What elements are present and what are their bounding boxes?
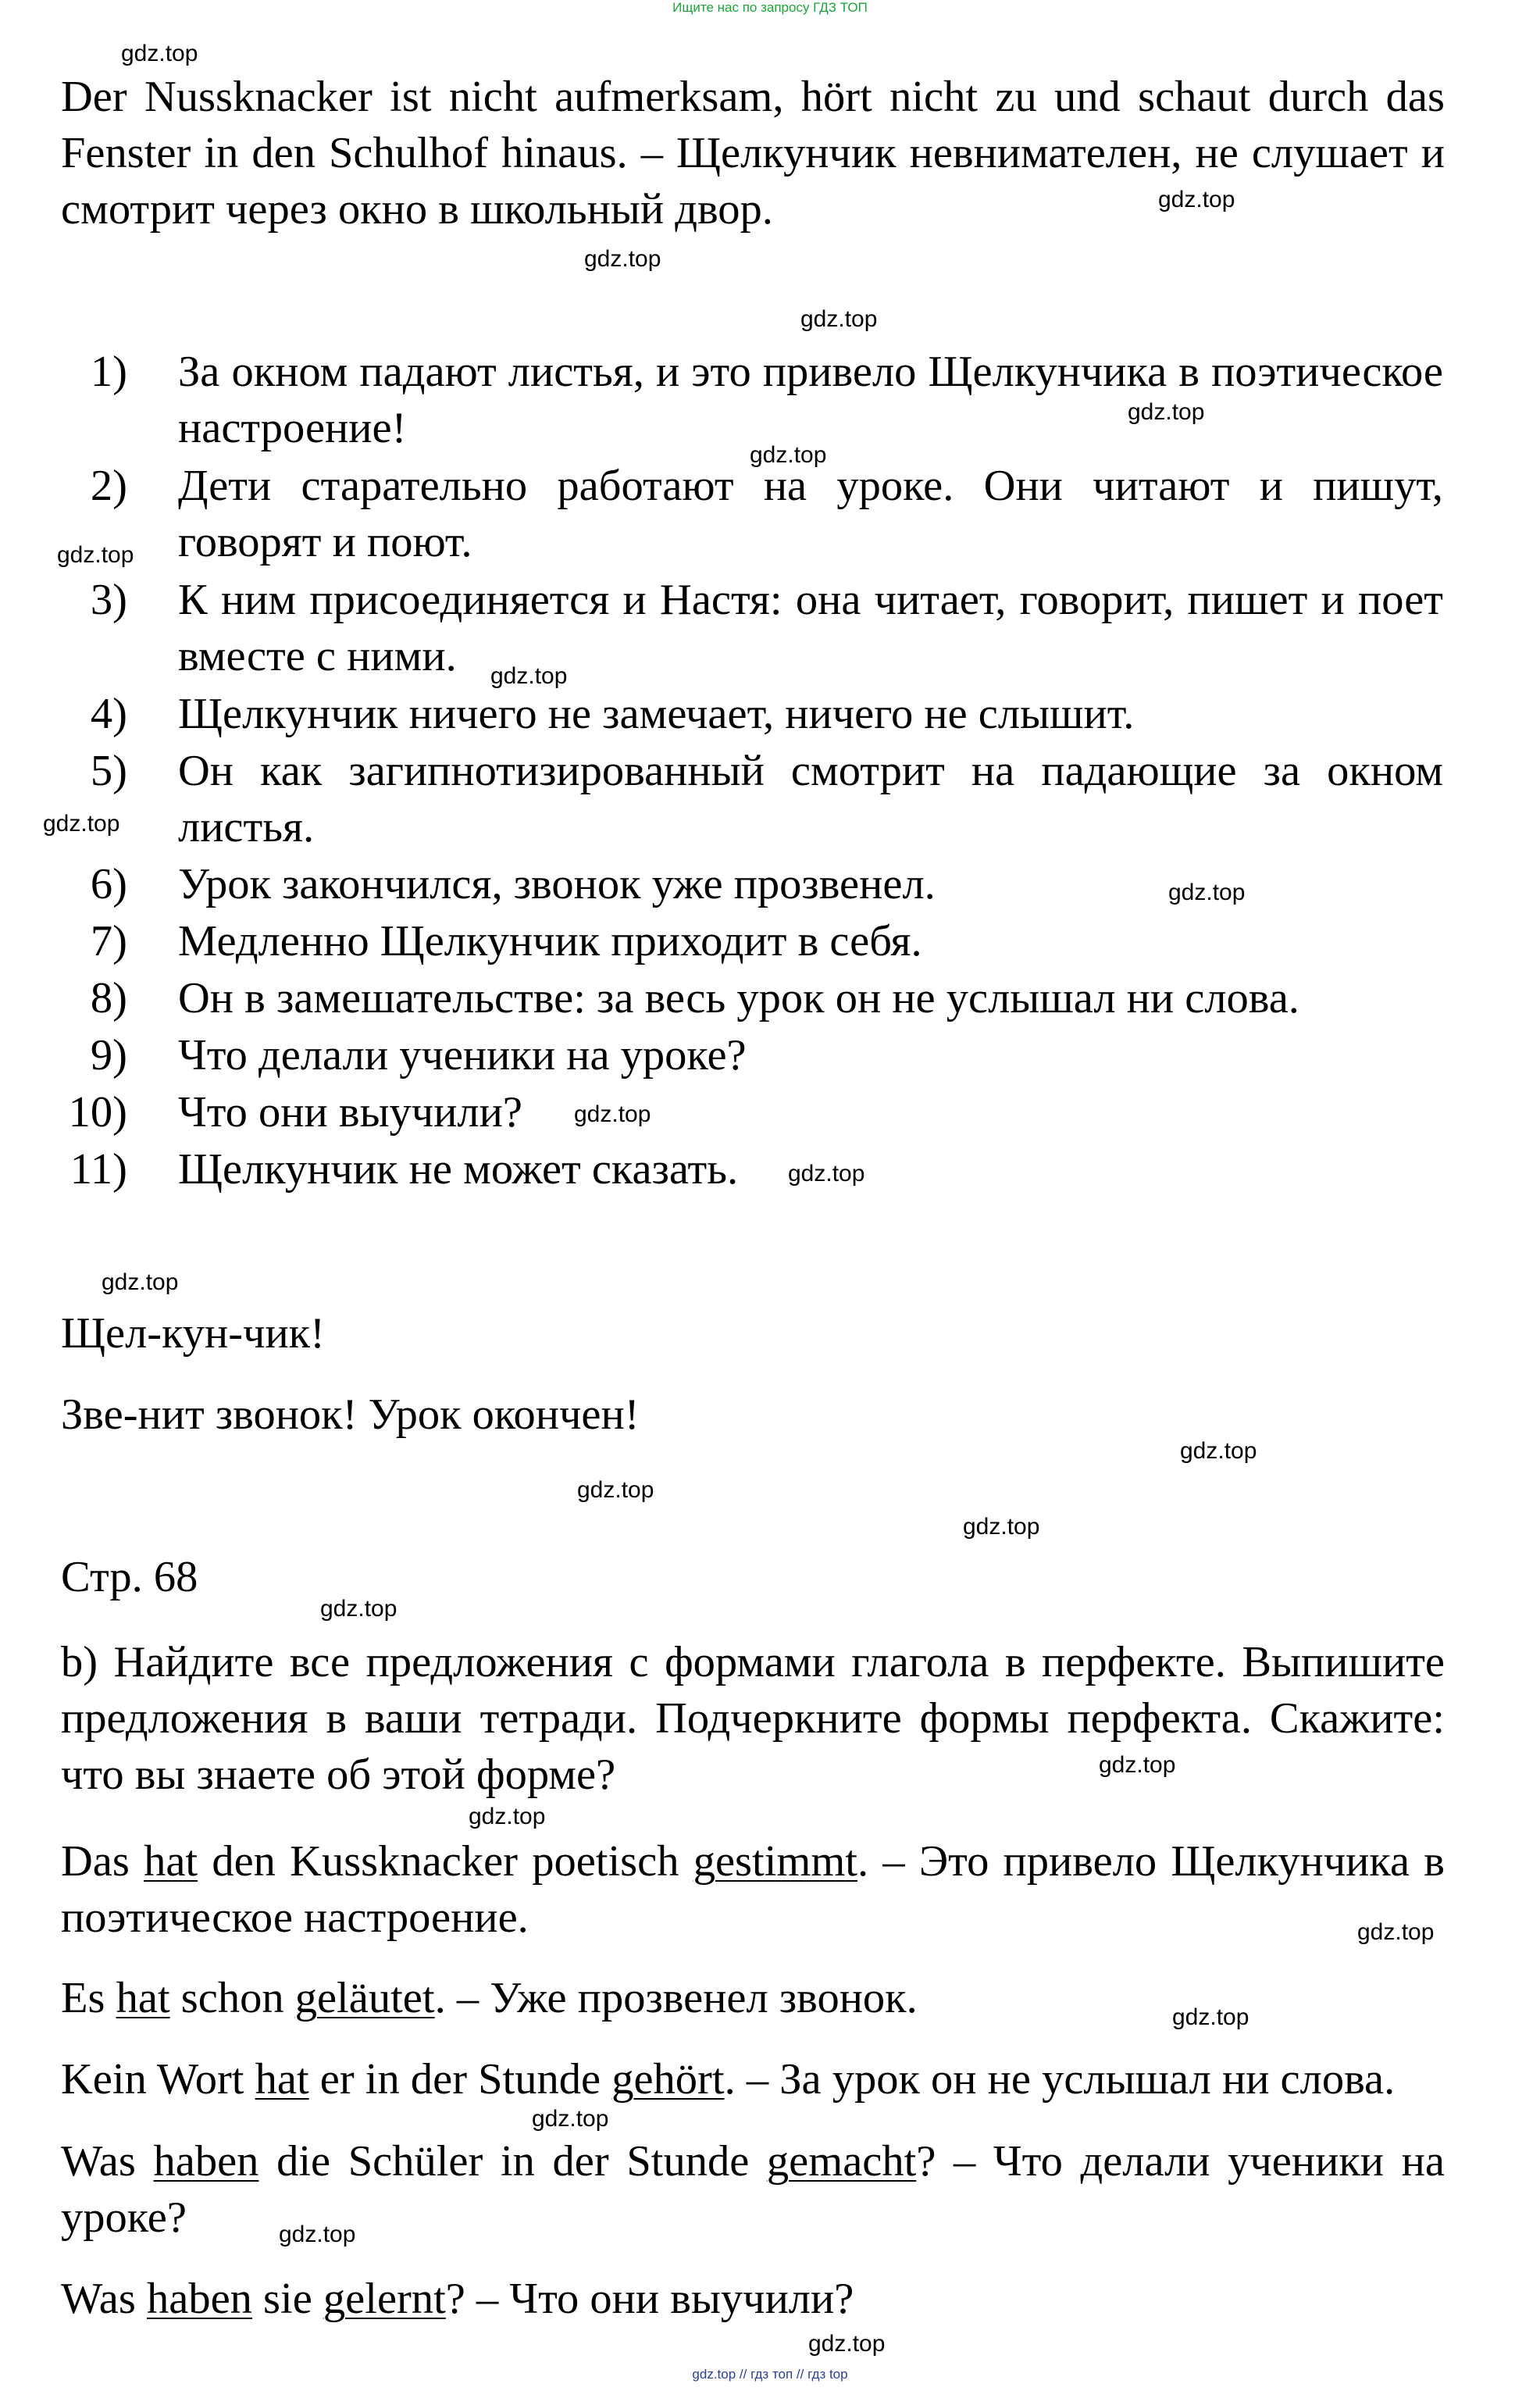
sentence-translation: ? – Что делали ученики на уроке? xyxy=(61,2137,1445,2242)
watermark: gdz.top xyxy=(43,811,120,837)
sentence-translation: . – За урок он не услышал ни слова. xyxy=(724,2055,1396,2104)
past-participle: gestimmt xyxy=(693,1837,858,1886)
perfect-sentence xyxy=(61,2133,1445,2246)
list-item-text: Щелкунчик ничего не замечает, ничего не слышит. xyxy=(178,690,1135,738)
list-item-number: 9) xyxy=(90,1031,127,1080)
list-item-number: 5) xyxy=(90,747,127,795)
past-participle: gemacht xyxy=(766,2137,917,2186)
top-banner: Ищите нас по запросу ГДЗ ТОП xyxy=(672,0,868,15)
auxiliary-verb: hat xyxy=(255,2055,309,2104)
list-item-number: 1) xyxy=(90,348,127,396)
list-item-number: 6) xyxy=(90,860,127,908)
watermark: gdz.top xyxy=(800,306,878,332)
sentence-translation: . – Это привело Щелкунчика в поэтическое настроение. xyxy=(61,1837,1445,1942)
list-item-number: 3) xyxy=(90,576,127,624)
watermark: gdz.top xyxy=(963,1514,1040,1540)
sentence-text: sie xyxy=(251,2275,323,2323)
watermark: gdz.top xyxy=(1180,1438,1257,1464)
list-item-text: Он как загипнотизированный смотрит на падающие за окном листья. xyxy=(178,747,1443,851)
auxiliary-verb: haben xyxy=(153,2137,259,2186)
watermark: gdz.top xyxy=(469,1804,546,1829)
list-item-number: 11) xyxy=(70,1145,127,1194)
watermark: gdz.top xyxy=(1158,187,1235,212)
past-participle: geläutet xyxy=(294,1974,435,2022)
list-item-text: Что они выучили? xyxy=(178,1088,522,1137)
list-item-number: 4) xyxy=(90,690,127,738)
watermark: gdz.top xyxy=(57,542,134,568)
watermark: gdz.top xyxy=(574,1101,651,1127)
list-item-text: Дети старательно работают на уроке. Они читают и пишут, говорят и поют. xyxy=(178,462,1443,566)
sentence-text: er in der Stunde xyxy=(308,2055,612,2104)
perfect-sentence xyxy=(61,2271,1445,2327)
page-reference: Стр. 68 xyxy=(61,1553,198,1601)
sentence-translation: ? – Что они выучили? xyxy=(445,2275,854,2323)
list-item-number: 8) xyxy=(90,974,127,1022)
watermark: gdz.top xyxy=(1099,1752,1176,1778)
sentence-text: Kein Wort xyxy=(61,2055,255,2104)
watermark: gdz.top xyxy=(532,2106,609,2132)
sentence-text: Was xyxy=(61,2275,147,2323)
syllables-line-1: Щел-кун-чик! xyxy=(61,1309,325,1358)
list-item-text: Что делали ученики на уроке? xyxy=(178,1031,747,1080)
watermark: gdz.top xyxy=(490,663,568,689)
auxiliary-verb: haben xyxy=(147,2275,252,2323)
past-participle: gehört xyxy=(611,2055,725,2104)
sentence-text: Das xyxy=(61,1837,144,1886)
watermark: gdz.top xyxy=(1128,399,1205,425)
sentence-translation: . – Уже прозвенел звонок. xyxy=(434,1974,918,2022)
watermark: gdz.top xyxy=(584,246,661,272)
list-item-text: Медленно Щелкунчик приходит в себя. xyxy=(178,917,922,965)
intro-paragraph: Der Nussknacker ist nicht aufmerksam, hört nicht zu und schaut durch das Fenster in den Schulhof hinaus. – Щелкунчик невнимателен, не слушает и смотрит через окно в школьный двор. xyxy=(61,73,1445,234)
watermark: gdz.top xyxy=(279,2221,356,2247)
list-item-text: За окном падают листья, и это привело Щелкунчика в поэтическое настроение! xyxy=(178,348,1443,452)
auxiliary-verb: hat xyxy=(116,1974,170,2022)
sentence-text: die Schüler in der Stunde xyxy=(258,2137,767,2186)
sentence-text: Was xyxy=(61,2137,154,2186)
watermark: gdz.top xyxy=(1357,1919,1435,1945)
past-participle: gelernt xyxy=(323,2275,446,2323)
list-item-number: 7) xyxy=(90,917,127,965)
sentence-text: Es xyxy=(61,1974,116,2022)
list-item-number: 10) xyxy=(68,1088,127,1137)
sentence-text: den Kussknacker poetisch xyxy=(198,1837,693,1886)
list-item-text: К ним присоединяется и Настя: она читает, говорит, пишет и поет вместе с ними. xyxy=(178,576,1443,680)
watermark: gdz.top xyxy=(320,1596,397,1622)
list-item-text: Он в замешательстве: за весь урок он не услышал ни слова. xyxy=(178,974,1299,1022)
list-item-text: Урок закончился, звонок уже прозвенел. xyxy=(178,860,936,908)
task-paragraph: b) Найдите все предложения с формами глагола в перфекте. Выпишите предложения в ваши тетради. Подчеркните формы перфекта. Скажите: что вы знаете об этой форме? xyxy=(61,1638,1445,1799)
watermark: gdz.top xyxy=(121,41,198,66)
list-item-number: 2) xyxy=(90,462,127,510)
watermark: gdz.top xyxy=(750,442,827,468)
perfect-sentence xyxy=(61,2051,1445,2107)
watermark: gdz.top xyxy=(577,1477,654,1503)
syllables-line-2: Зве-нит звонок! Урок окончен! xyxy=(61,1390,640,1439)
watermark: gdz.top xyxy=(788,1161,865,1187)
list-item-text: Щелкунчик не может сказать. xyxy=(178,1145,739,1194)
watermark: gdz.top xyxy=(1168,880,1246,905)
bottom-banner: gdz.top // гдз топ // гдз top xyxy=(692,2367,848,2382)
watermark: gdz.top xyxy=(102,1269,179,1295)
watermark: gdz.top xyxy=(808,2331,886,2357)
auxiliary-verb: hat xyxy=(144,1837,198,1886)
perfect-sentence xyxy=(61,1833,1445,1946)
sentence-text: schon xyxy=(169,1974,295,2022)
watermark: gdz.top xyxy=(1172,2004,1249,2030)
